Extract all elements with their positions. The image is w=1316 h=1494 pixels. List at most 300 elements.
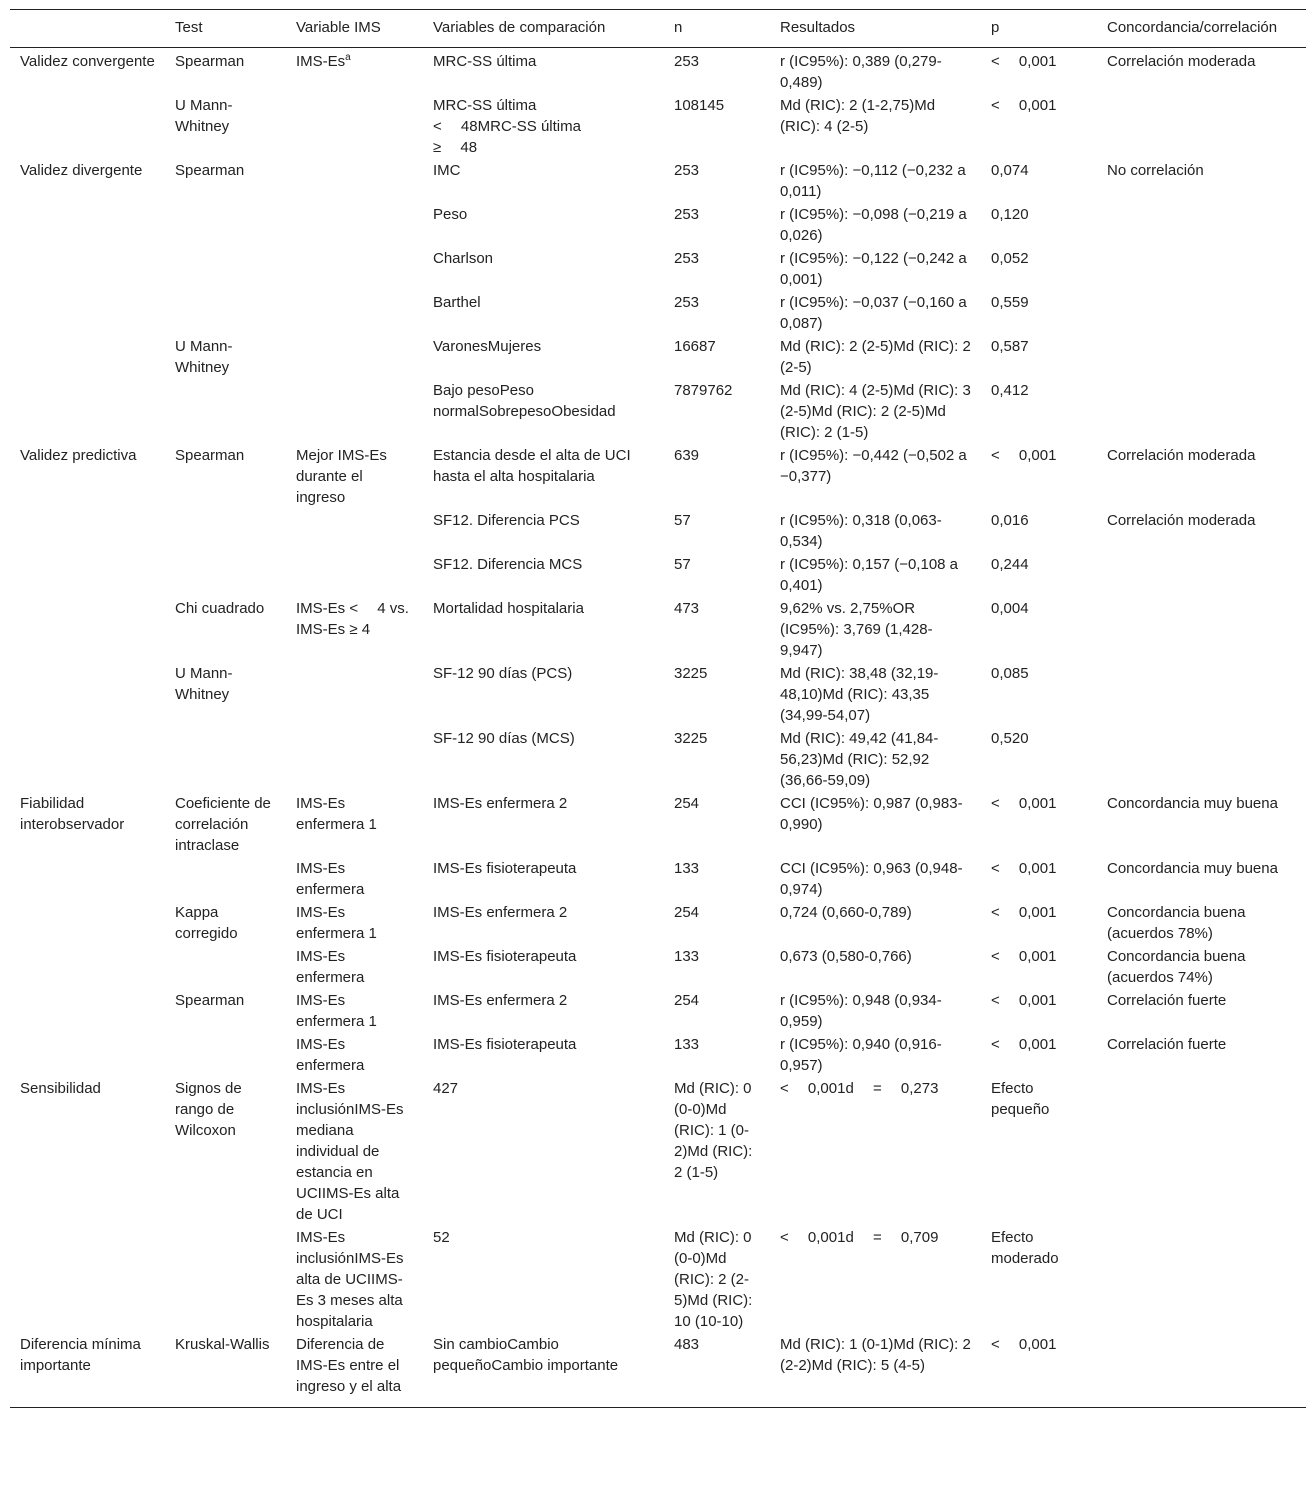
variable-ims-cell <box>286 597 423 662</box>
comparison-cell <box>423 48 664 95</box>
n-cell <box>664 335 770 379</box>
row-label-cell <box>10 1226 165 1333</box>
row-label-cell <box>10 444 165 509</box>
n-text: Md (RIC): 0 (0-0)Md (RIC): 1 (0-2)Md (RIC): 2 (1-5) <box>674 1080 753 1181</box>
variable-ims-cell <box>286 857 423 901</box>
concordance-cell <box>1097 509 1306 553</box>
p-cell <box>981 989 1097 1033</box>
row-label-text: Validez divergente <box>20 162 143 179</box>
n-text: 254 <box>674 795 700 812</box>
comparison-text: Bajo pesoPeso normalSobrepesoObesidad <box>433 382 616 420</box>
result-cell <box>770 901 981 945</box>
n-text: 57 <box>674 556 691 573</box>
test-text: Coeficiente de correlación intraclase <box>175 795 271 854</box>
variable-ims-cell <box>286 94 423 159</box>
test-cell <box>165 379 286 444</box>
p-text: Efecto moderado <box>991 1229 1059 1267</box>
p-cell <box>981 203 1097 247</box>
p-text: 0,004 <box>991 600 1029 617</box>
variable-ims-text: IMS-Es inclusiónIMS-Es mediana individual de estancia en UCIIMS-Es alta de UCI <box>296 1080 404 1223</box>
result-cell <box>770 792 981 857</box>
p-cell <box>981 662 1097 727</box>
p-text: < 0,001 <box>991 860 1057 877</box>
p-text: 0,244 <box>991 556 1029 573</box>
row-label-cell <box>10 553 165 597</box>
variable-ims-text: IMS-Es < 4 vs. IMS-Es ≥ 4 <box>296 600 409 638</box>
header-resultados: Resultados <box>770 10 981 48</box>
n-cell <box>664 597 770 662</box>
header-p: p <box>981 10 1097 48</box>
p-cell <box>981 1333 1097 1408</box>
concordance-text: Correlación fuerte <box>1107 992 1227 1009</box>
variable-ims-cell <box>286 1226 423 1333</box>
header-row-label <box>10 10 165 48</box>
table-row <box>10 1077 1306 1226</box>
p-text: 0,074 <box>991 162 1029 179</box>
concordance-text: Concordancia muy buena <box>1107 795 1278 812</box>
test-cell <box>165 335 286 379</box>
test-cell <box>165 989 286 1033</box>
n-cell <box>664 1226 770 1333</box>
concordance-cell <box>1097 553 1306 597</box>
comparison-cell <box>423 989 664 1033</box>
p-cell <box>981 94 1097 159</box>
p-text: < 0,001 <box>991 1336 1057 1353</box>
result-text: r (IC95%): −0,122 (−0,242 a 0,001) <box>780 250 967 288</box>
n-cell <box>664 159 770 203</box>
variable-ims-text: IMS-Es <box>296 53 346 70</box>
test-cell <box>165 291 286 335</box>
table-row <box>10 1033 1306 1077</box>
p-text: < 0,001 <box>991 1036 1057 1053</box>
n-text: 253 <box>674 250 700 267</box>
concordance-cell <box>1097 989 1306 1033</box>
p-text: 0,120 <box>991 206 1029 223</box>
comparison-cell <box>423 335 664 379</box>
comparison-cell <box>423 792 664 857</box>
variable-ims-cell <box>286 662 423 727</box>
table-row <box>10 1226 1306 1333</box>
result-cell <box>770 1226 981 1333</box>
test-text: Spearman <box>175 162 245 179</box>
result-text: Md (RIC): 2 (2-5)Md (RIC): 2 (2-5) <box>780 338 971 376</box>
footnote-marker: a <box>345 52 351 63</box>
row-label-cell <box>10 792 165 857</box>
row-label-cell <box>10 1077 165 1226</box>
test-cell <box>165 1226 286 1333</box>
result-text: Md (RIC): 2 (1-2,75)Md (RIC): 4 (2-5) <box>780 97 936 135</box>
comparison-text: IMS-Es fisioterapeuta <box>433 1036 577 1053</box>
variable-ims-text: IMS-Es enfermera <box>296 948 365 986</box>
concordance-cell <box>1097 1077 1306 1226</box>
p-text: < 0,001 <box>991 992 1057 1009</box>
table-row <box>10 203 1306 247</box>
concordance-text: Concordancia buena (acuerdos 74%) <box>1107 948 1246 986</box>
p-text: 0,559 <box>991 294 1029 311</box>
variable-ims-cell <box>286 291 423 335</box>
result-text: r (IC95%): 0,157 (−0,108 a 0,401) <box>780 556 959 594</box>
comparison-text: Barthel <box>433 294 481 311</box>
p-text: < 0,001 <box>991 948 1057 965</box>
concordance-cell <box>1097 159 1306 203</box>
p-cell <box>981 247 1097 291</box>
n-cell <box>664 945 770 989</box>
result-cell <box>770 94 981 159</box>
result-text: < 0,001d = 0,709 <box>780 1229 939 1246</box>
test-cell <box>165 1033 286 1077</box>
n-text: 7879762 <box>674 382 733 399</box>
p-cell <box>981 945 1097 989</box>
concordance-cell <box>1097 662 1306 727</box>
result-text: Md (RIC): 49,42 (41,84-56,23)Md (RIC): 52,92 (36,66-59,09) <box>780 730 939 789</box>
concordance-cell <box>1097 597 1306 662</box>
result-text: Md (RIC): 1 (0-1)Md (RIC): 2 (2-2)Md (RIC): 5 (4-5) <box>780 1336 971 1374</box>
row-label-text: Validez predictiva <box>20 447 137 464</box>
concordance-cell <box>1097 247 1306 291</box>
n-cell <box>664 379 770 444</box>
table-row <box>10 857 1306 901</box>
row-label-cell <box>10 857 165 901</box>
variable-ims-text: IMS-Es enfermera 1 <box>296 992 377 1030</box>
concordance-text: Concordancia muy buena <box>1107 860 1278 877</box>
table-row <box>10 48 1306 95</box>
result-cell <box>770 247 981 291</box>
result-cell <box>770 1077 981 1226</box>
test-text: Spearman <box>175 53 245 70</box>
result-cell <box>770 553 981 597</box>
table-row <box>10 94 1306 159</box>
row-label-cell <box>10 1033 165 1077</box>
comparison-text: MRC-SS última < 48MRC-SS última ≥ 48 <box>433 97 581 156</box>
concordance-cell <box>1097 203 1306 247</box>
variable-ims-cell <box>286 509 423 553</box>
concordance-cell <box>1097 1333 1306 1408</box>
test-cell <box>165 857 286 901</box>
table-row <box>10 553 1306 597</box>
concordance-cell <box>1097 792 1306 857</box>
n-cell <box>664 48 770 95</box>
comparison-text: Mortalidad hospitalaria <box>433 600 584 617</box>
variable-ims-cell <box>286 1333 423 1408</box>
test-text: U Mann-Whitney <box>175 97 233 135</box>
table-row <box>10 335 1306 379</box>
p-cell <box>981 727 1097 792</box>
comparison-cell <box>423 662 664 727</box>
p-text: 0,085 <box>991 665 1029 682</box>
test-cell <box>165 509 286 553</box>
header-test: Test <box>165 10 286 48</box>
table-row <box>10 379 1306 444</box>
concordance-text: Correlación moderada <box>1107 512 1256 529</box>
results-table <box>10 9 1306 1408</box>
p-cell <box>981 509 1097 553</box>
p-cell <box>981 553 1097 597</box>
concordance-text: Correlación moderada <box>1107 447 1256 464</box>
n-text: 253 <box>674 206 700 223</box>
comparison-cell <box>423 203 664 247</box>
row-label-cell <box>10 989 165 1033</box>
concordance-cell <box>1097 291 1306 335</box>
comparison-text: Sin cambioCambio pequeñoCambio importante <box>433 1336 619 1374</box>
test-cell <box>165 203 286 247</box>
p-cell <box>981 792 1097 857</box>
test-cell <box>165 444 286 509</box>
comparison-cell <box>423 1077 664 1226</box>
n-cell <box>664 553 770 597</box>
concordance-text: Correlación moderada <box>1107 53 1256 70</box>
concordance-cell <box>1097 1033 1306 1077</box>
n-cell <box>664 1333 770 1408</box>
p-cell <box>981 444 1097 509</box>
result-cell <box>770 1333 981 1408</box>
result-text: r (IC95%): −0,112 (−0,232 a 0,011) <box>780 162 966 200</box>
variable-ims-cell <box>286 379 423 444</box>
test-cell <box>165 662 286 727</box>
table-body <box>10 48 1306 1408</box>
result-text: r (IC95%): −0,098 (−0,219 a 0,026) <box>780 206 967 244</box>
p-cell <box>981 48 1097 95</box>
table-row <box>10 1333 1306 1408</box>
concordance-cell <box>1097 48 1306 95</box>
test-cell <box>165 1077 286 1226</box>
p-cell <box>981 901 1097 945</box>
row-label-cell <box>10 727 165 792</box>
variable-ims-text: IMS-Es enfermera 1 <box>296 904 377 942</box>
n-text: 253 <box>674 294 700 311</box>
result-cell <box>770 48 981 95</box>
test-text: Chi cuadrado <box>175 600 265 617</box>
variable-ims-cell <box>286 727 423 792</box>
row-label-text: Diferencia mínima importante <box>20 1336 141 1374</box>
result-text: 0,724 (0,660-0,789) <box>780 904 912 921</box>
table-row <box>10 945 1306 989</box>
p-text: 0,412 <box>991 382 1029 399</box>
comparison-text: IMS-Es enfermera 2 <box>433 795 568 812</box>
variable-ims-cell <box>286 247 423 291</box>
result-text: r (IC95%): 0,940 (0,916-0,957) <box>780 1036 942 1074</box>
result-cell <box>770 335 981 379</box>
comparison-text: MRC-SS última <box>433 53 537 70</box>
comparison-text: SF-12 90 días (MCS) <box>433 730 575 747</box>
comparison-cell <box>423 1033 664 1077</box>
comparison-text: Estancia desde el alta de UCI hasta el alta hospitalaria <box>433 447 631 485</box>
n-cell <box>664 727 770 792</box>
p-text: < 0,001 <box>991 97 1057 114</box>
n-text: 133 <box>674 860 700 877</box>
concordance-cell <box>1097 335 1306 379</box>
table-row <box>10 901 1306 945</box>
n-text: 254 <box>674 904 700 921</box>
comparison-text: IMS-Es fisioterapeuta <box>433 948 577 965</box>
result-cell <box>770 662 981 727</box>
result-text: r (IC95%): 0,318 (0,063-0,534) <box>780 512 942 550</box>
comparison-text: VaronesMujeres <box>433 338 542 355</box>
concordance-cell <box>1097 379 1306 444</box>
concordance-cell <box>1097 857 1306 901</box>
result-text: 9,62% vs. 2,75%OR (IC95%): 3,769 (1,428-9,947) <box>780 600 933 659</box>
concordance-cell <box>1097 901 1306 945</box>
table-row <box>10 662 1306 727</box>
row-label-cell <box>10 662 165 727</box>
comparison-text: SF12. Diferencia PCS <box>433 512 580 529</box>
result-text: CCI (IC95%): 0,987 (0,983-0,990) <box>780 795 963 833</box>
result-cell <box>770 159 981 203</box>
concordance-cell <box>1097 444 1306 509</box>
comparison-text: IMS-Es enfermera 2 <box>433 904 568 921</box>
n-text: 254 <box>674 992 700 1009</box>
header-variable-ims: Variable IMS <box>286 10 423 48</box>
comparison-cell <box>423 727 664 792</box>
test-cell <box>165 945 286 989</box>
result-cell <box>770 945 981 989</box>
row-label-cell <box>10 901 165 945</box>
comparison-cell <box>423 94 664 159</box>
table-row <box>10 727 1306 792</box>
variable-ims-cell <box>286 1077 423 1226</box>
table-row <box>10 444 1306 509</box>
n-text: 253 <box>674 53 700 70</box>
header-variables-comparacion: Variables de comparación <box>423 10 664 48</box>
row-label-cell <box>10 203 165 247</box>
variable-ims-cell <box>286 203 423 247</box>
test-cell <box>165 159 286 203</box>
comparison-cell <box>423 553 664 597</box>
p-text: < 0,001 <box>991 447 1057 464</box>
test-text: U Mann-Whitney <box>175 338 233 376</box>
comparison-cell <box>423 901 664 945</box>
comparison-text: Peso <box>433 206 468 223</box>
n-text: 133 <box>674 1036 700 1053</box>
test-cell <box>165 727 286 792</box>
test-cell <box>165 94 286 159</box>
result-text: < 0,001d = 0,273 <box>780 1080 939 1097</box>
result-cell <box>770 989 981 1033</box>
p-text: < 0,001 <box>991 795 1057 812</box>
row-label-cell <box>10 945 165 989</box>
comparison-cell <box>423 444 664 509</box>
n-text: 16687 <box>674 338 716 355</box>
result-cell <box>770 597 981 662</box>
concordance-text: Concordancia buena (acuerdos 78%) <box>1107 904 1246 942</box>
row-label-cell <box>10 48 165 95</box>
p-cell <box>981 857 1097 901</box>
variable-ims-text: IMS-Es enfermera <box>296 1036 365 1074</box>
test-cell <box>165 597 286 662</box>
result-cell <box>770 1033 981 1077</box>
n-cell <box>664 291 770 335</box>
n-text: 108145 <box>674 97 725 114</box>
comparison-cell <box>423 1226 664 1333</box>
row-label-cell <box>10 94 165 159</box>
p-cell <box>981 159 1097 203</box>
comparison-text: SF12. Diferencia MCS <box>433 556 583 573</box>
n-text: 483 <box>674 1336 700 1353</box>
variable-ims-cell <box>286 792 423 857</box>
n-cell <box>664 662 770 727</box>
variable-ims-cell <box>286 553 423 597</box>
table-header-row <box>10 10 1306 48</box>
result-text: r (IC95%): 0,389 (0,279-0,489) <box>780 53 942 91</box>
concordance-cell <box>1097 727 1306 792</box>
n-cell <box>664 901 770 945</box>
p-text: < 0,001 <box>991 53 1057 70</box>
p-cell <box>981 335 1097 379</box>
test-text: Signos de rango de Wilcoxon <box>175 1080 242 1139</box>
variable-ims-cell <box>286 159 423 203</box>
n-cell <box>664 1033 770 1077</box>
result-text: 0,673 (0,580-0,766) <box>780 948 912 965</box>
table-row <box>10 597 1306 662</box>
comparison-cell <box>423 857 664 901</box>
comparison-text: Charlson <box>433 250 494 267</box>
p-text: 0,587 <box>991 338 1029 355</box>
p-cell <box>981 597 1097 662</box>
row-label-cell <box>10 291 165 335</box>
result-text: CCI (IC95%): 0,963 (0,948-0,974) <box>780 860 963 898</box>
variable-ims-cell <box>286 48 423 95</box>
variable-ims-text: IMS-Es enfermera 1 <box>296 795 377 833</box>
p-cell <box>981 1033 1097 1077</box>
header-concordancia: Concordancia/correlación <box>1097 10 1306 48</box>
result-cell <box>770 727 981 792</box>
result-text: Md (RIC): 4 (2-5)Md (RIC): 3 (2-5)Md (RIC): 2 (2-5)Md (RIC): 2 (1-5) <box>780 382 971 441</box>
row-label-cell <box>10 379 165 444</box>
table-row <box>10 247 1306 291</box>
table-row <box>10 159 1306 203</box>
test-cell <box>165 792 286 857</box>
n-cell <box>664 203 770 247</box>
variable-ims-text: IMS-Es enfermera <box>296 860 365 898</box>
result-text: r (IC95%): −0,037 (−0,160 a 0,087) <box>780 294 967 332</box>
variable-ims-cell <box>286 901 423 945</box>
n-text: 3225 <box>674 665 708 682</box>
variable-ims-cell <box>286 1033 423 1077</box>
table-row <box>10 792 1306 857</box>
result-text: Md (RIC): 38,48 (32,19-48,10)Md (RIC): 43,35 (34,99-54,07) <box>780 665 939 724</box>
result-text: r (IC95%): −0,442 (−0,502 a −0,377) <box>780 447 967 485</box>
n-cell <box>664 94 770 159</box>
variable-ims-text: Mejor IMS-Es durante el ingreso <box>296 447 387 506</box>
n-text: 3225 <box>674 730 708 747</box>
comparison-text: 427 <box>433 1080 459 1097</box>
comparison-text: IMS-Es enfermera 2 <box>433 992 568 1009</box>
concordance-cell <box>1097 945 1306 989</box>
result-text: r (IC95%): 0,948 (0,934-0,959) <box>780 992 942 1030</box>
result-cell <box>770 509 981 553</box>
comparison-cell <box>423 247 664 291</box>
p-text: 0,016 <box>991 512 1029 529</box>
table-row <box>10 291 1306 335</box>
comparison-cell <box>423 159 664 203</box>
test-cell <box>165 553 286 597</box>
comparison-cell <box>423 379 664 444</box>
p-cell <box>981 379 1097 444</box>
comparison-cell <box>423 945 664 989</box>
n-text: Md (RIC): 0 (0-0)Md (RIC): 2 (2-5)Md (RIC): 10 (10-10) <box>674 1229 753 1330</box>
n-cell <box>664 509 770 553</box>
comparison-text: 52 <box>433 1229 450 1246</box>
n-cell <box>664 989 770 1033</box>
variable-ims-cell <box>286 989 423 1033</box>
p-cell <box>981 291 1097 335</box>
variable-ims-cell <box>286 444 423 509</box>
comparison-text: IMS-Es fisioterapeuta <box>433 860 577 877</box>
comparison-cell <box>423 509 664 553</box>
comparison-text: IMC <box>433 162 461 179</box>
p-cell <box>981 1226 1097 1333</box>
row-label-text: Validez convergente <box>20 53 155 70</box>
test-text: Kappa corregido <box>175 904 238 942</box>
